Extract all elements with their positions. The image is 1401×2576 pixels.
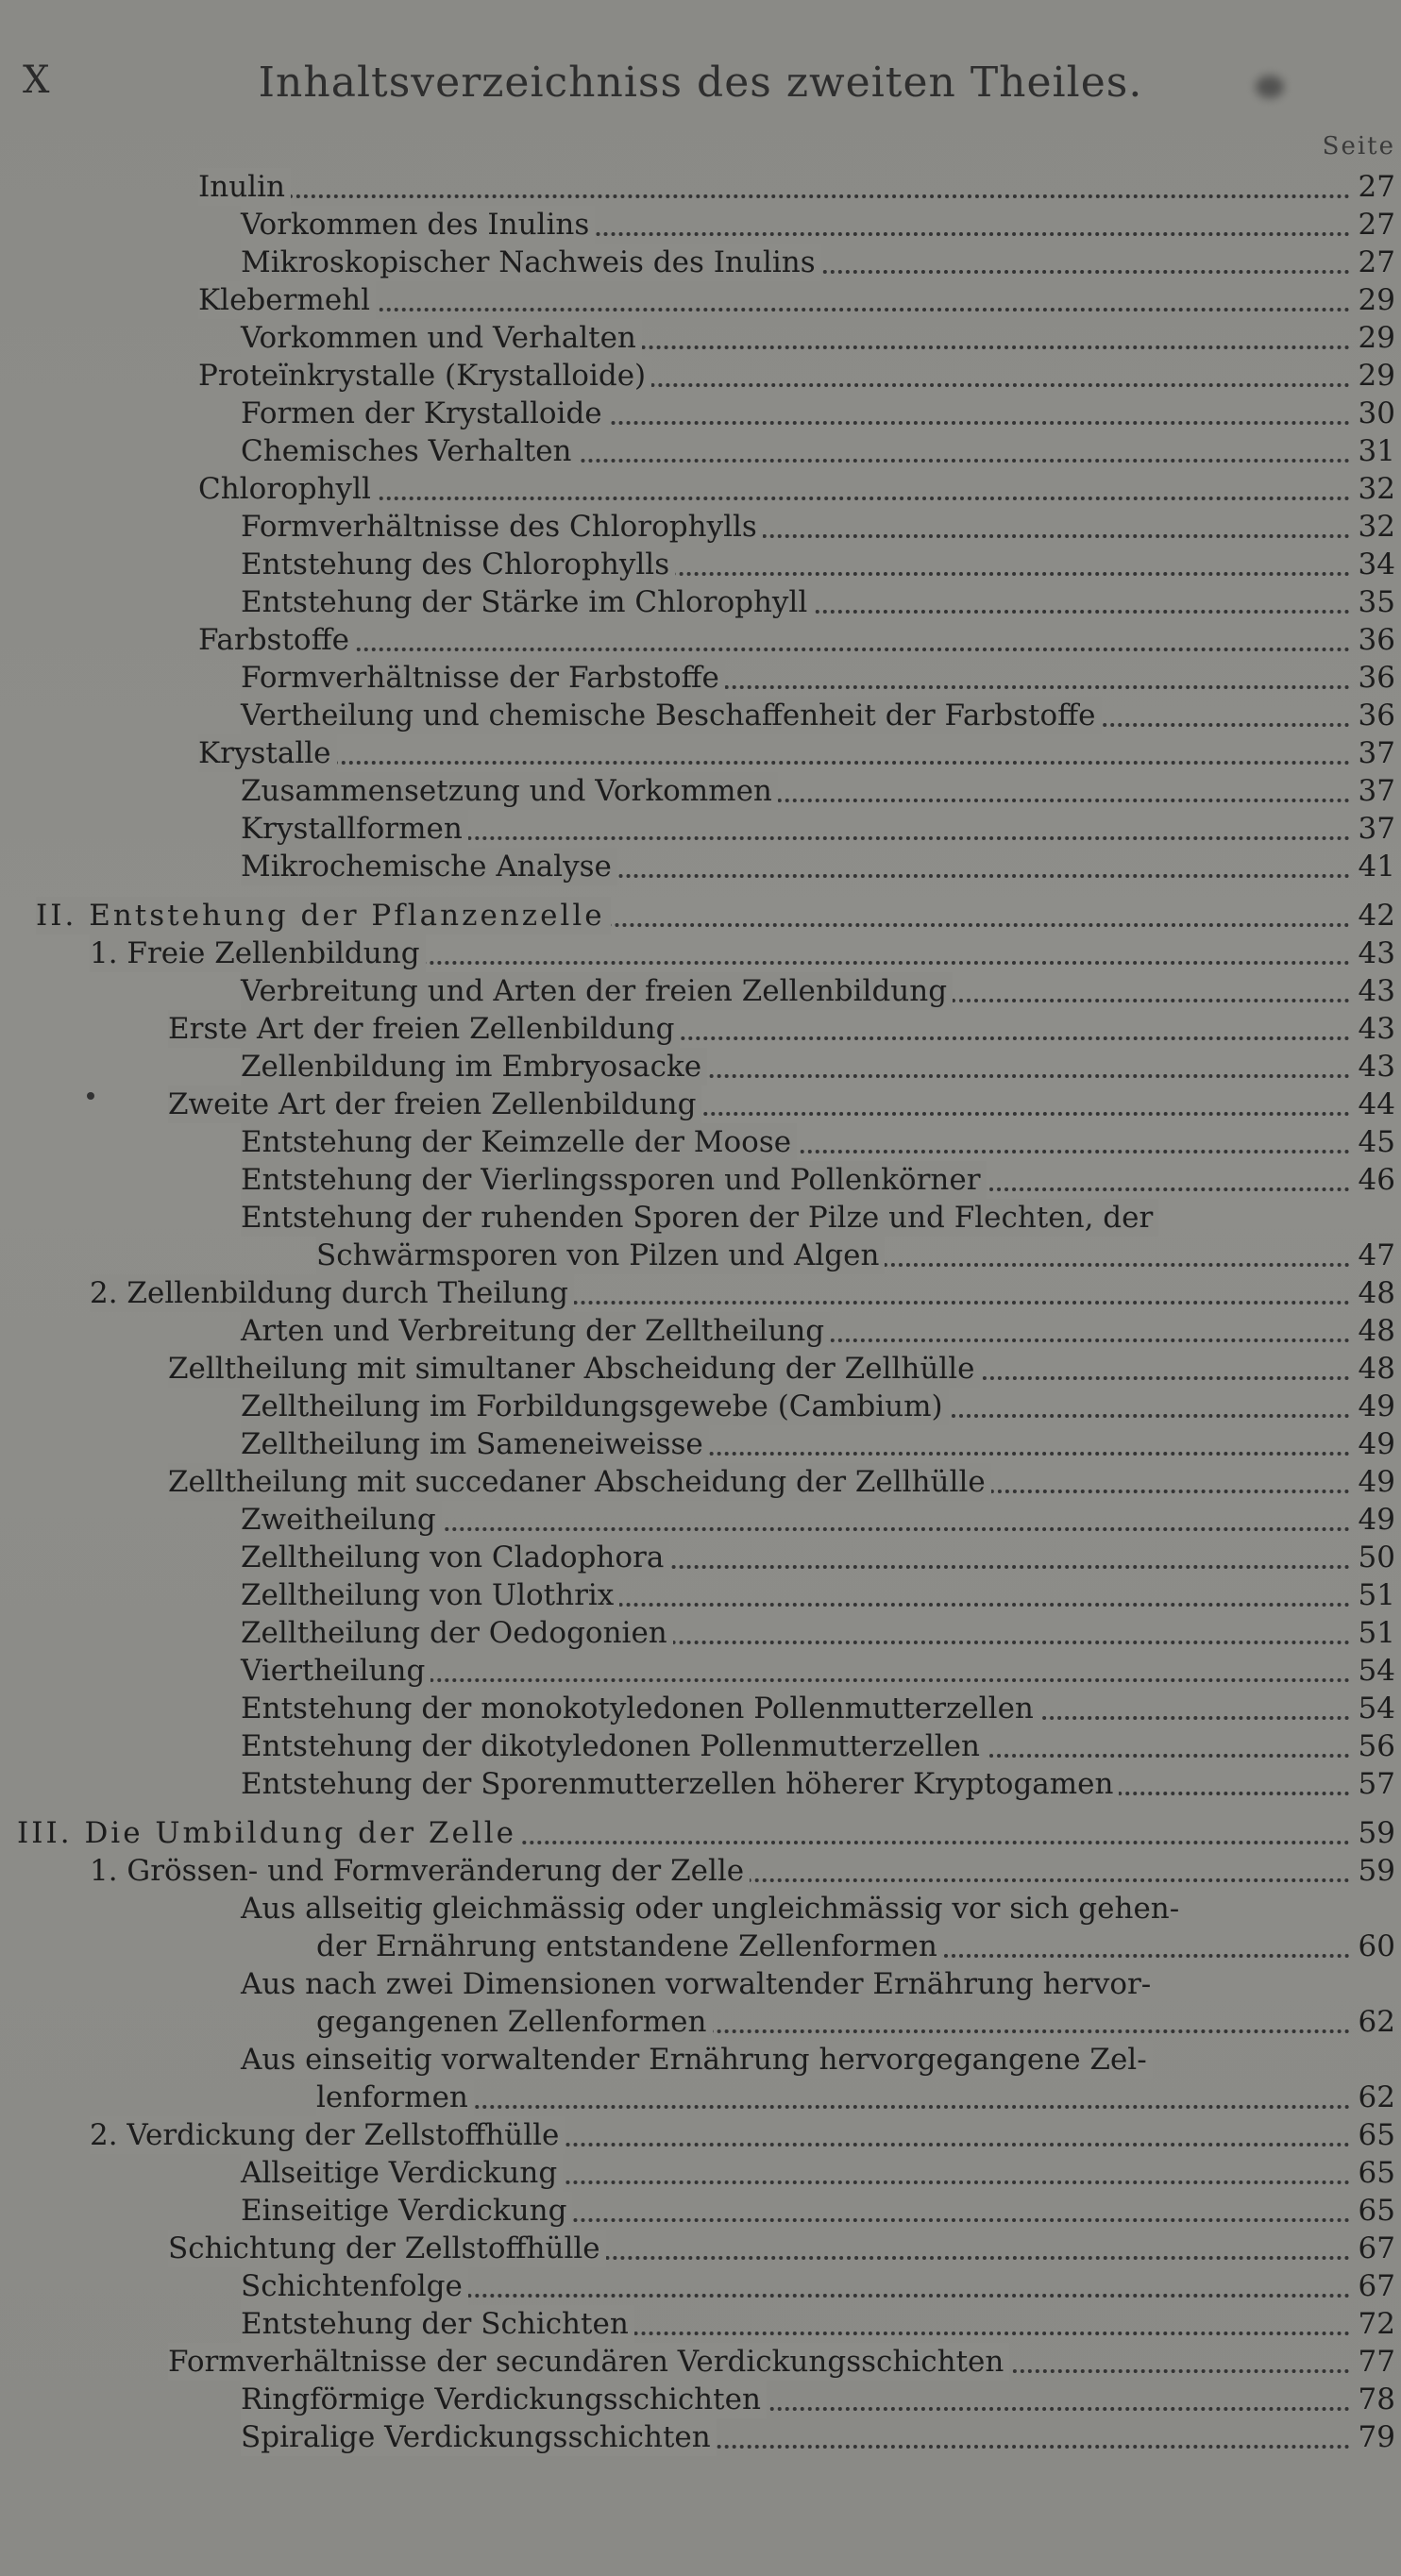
toc-entry-title: Krystallformen — [241, 810, 468, 848]
toc-page-number: 49 — [1358, 1389, 1395, 1423]
toc-entry-title: Entstehung der Keimzelle der Moose — [241, 1123, 797, 1161]
toc-page-number: 27 — [1358, 170, 1395, 204]
toc-page-number: 60 — [1358, 1929, 1395, 1963]
toc-entry-title: Aus einseitig vorwaltender Ernährung hervorgegangene Zel- — [241, 2041, 1153, 2079]
toc-page-number: 65 — [1358, 2156, 1395, 2190]
toc-entry-title: Zusammensetzung und Vorkommen — [241, 772, 778, 810]
toc-page-number: 67 — [1358, 2269, 1395, 2303]
page-header — [0, 59, 1401, 125]
toc-entry-title: Einseitige Verdickung — [241, 2192, 572, 2230]
toc-page-number: 32 — [1358, 472, 1395, 506]
toc-page-number: 30 — [1358, 396, 1395, 430]
toc-entry-title: 2. Verdickung der Zellstoffhülle — [90, 2116, 565, 2154]
toc-entry-title: 1. Grössen- und Formveränderung der Zelle — [90, 1852, 750, 1890]
leader-dots — [198, 610, 1350, 651]
toc-entry-title: Erste Art der freien Zellenbildung — [168, 1010, 680, 1048]
toc-page-number: 51 — [1358, 1616, 1395, 1650]
toc-entry-title: Proteïnkrystalle (Krystalloide) — [198, 357, 651, 395]
toc-entry-title: Chemisches Verhalten — [241, 432, 578, 470]
toc-page-number: 46 — [1358, 1163, 1395, 1197]
toc-page-number: 62 — [1358, 2080, 1395, 2114]
toc-page-number: 65 — [1358, 2194, 1395, 2228]
toc-entry-title: Zelltheilung im Forbildungsgewebe (Cambium) — [241, 1388, 949, 1425]
toc-entry-title: Mikrochemische Analyse — [241, 848, 617, 885]
toc-entry-title: Zweite Art der freien Zellenbildung — [168, 1086, 701, 1123]
toc-entry-title: Allseitige Verdickung — [241, 2154, 563, 2192]
toc-page-number: 49 — [1358, 1503, 1395, 1537]
toc-page-number: 72 — [1358, 2307, 1395, 2341]
toc-entry-title: Entstehung der Vierlingssporen und Pollenkörner — [241, 1161, 987, 1199]
toc-page-number: 36 — [1358, 661, 1395, 695]
toc-entry-title: Zellenbildung im Embryosacke — [241, 1048, 707, 1086]
toc-entry-title: Spiralige Verdickungsschichten — [241, 2418, 717, 2456]
toc-entry-continuation: Schwärmsporen von Pilzen und Algen — [316, 1237, 885, 1274]
toc-page-number: 29 — [1358, 359, 1395, 393]
toc-page-number: 48 — [1358, 1314, 1395, 1348]
toc-page-number: 54 — [1358, 1654, 1395, 1688]
toc-entry-title: Ringförmige Verdickungsschichten — [241, 2381, 767, 2418]
toc-entry-title: Arten und Verbreitung der Zelltheilung — [241, 1312, 830, 1350]
toc-entry-title: Schichtenfolge — [241, 2267, 468, 2305]
toc-entry-title: Zelltheilung im Sameneiweisse — [241, 1425, 709, 1463]
toc-page-number: 50 — [1358, 1541, 1395, 1574]
toc-entry-title: Entstehung des Chlorophylls — [241, 546, 675, 583]
toc-page-number: 79 — [1358, 2420, 1395, 2454]
toc-entry-title: Formen der Krystalloide — [241, 395, 608, 432]
toc-page-number: 47 — [1358, 1238, 1395, 1272]
toc-entry-title: Zelltheilung von Ulothrix — [241, 1576, 619, 1614]
toc-page-number: 29 — [1358, 283, 1395, 317]
toc-page-number: 37 — [1358, 774, 1395, 808]
toc-page-number: 35 — [1358, 585, 1395, 619]
seite-label: Seite — [1322, 132, 1395, 160]
toc-page-number: 27 — [1358, 245, 1395, 279]
toc-page-number: 37 — [1358, 812, 1395, 846]
toc-entry-title: Zweitheilung — [241, 1501, 442, 1539]
toc-entry — [0, 1765, 1401, 1803]
toc-page-number: 36 — [1358, 699, 1395, 732]
page-number: X — [23, 59, 52, 102]
toc-entry-title: 2. Zellenbildung durch Theilung — [90, 1274, 574, 1312]
toc-page-number: 56 — [1358, 1729, 1395, 1763]
toc-entry-title: Entstehung der Stärke im Chlorophyll — [241, 583, 813, 621]
toc-entry-title: Aus nach zwei Dimensionen vorwaltender Ernährung hervor- — [241, 1965, 1156, 2003]
toc-page-number: 43 — [1358, 1050, 1395, 1084]
toc-page-number: 54 — [1358, 1692, 1395, 1726]
toc-page-number: 62 — [1358, 2005, 1395, 2039]
toc-entry-title: Aus allseitig gleichmässig oder ungleichmässig vor sich gehen- — [241, 1890, 1185, 1928]
toc-entry — [0, 848, 1401, 885]
toc-entry-continuation: lenformen — [316, 2079, 474, 2116]
toc-entry-title: 1. Freie Zellenbildung — [90, 934, 426, 972]
toc-page-number: 37 — [1358, 736, 1395, 770]
toc-page-number: 57 — [1358, 1767, 1395, 1801]
toc-entry — [0, 1161, 1401, 1199]
toc-entry-title: III. Die Umbildung der Zelle — [17, 1814, 522, 1852]
toc-entry-title: Zelltheilung der Oedogonien — [241, 1614, 673, 1652]
toc-page-number: 42 — [1358, 899, 1395, 933]
toc-page-number: 59 — [1358, 1816, 1395, 1850]
toc-page-number: 45 — [1358, 1125, 1395, 1159]
toc-entry-title: Vorkommen und Verhalten — [241, 319, 642, 357]
toc-entry-title: Viertheilung — [241, 1652, 430, 1690]
toc-entry — [0, 2418, 1401, 2456]
toc-page-number: 48 — [1358, 1276, 1395, 1310]
toc-page-number: 78 — [1358, 2382, 1395, 2416]
toc-page-number: 32 — [1358, 510, 1395, 544]
stray-mark — [87, 1092, 94, 1100]
toc-page-number: 41 — [1358, 850, 1395, 884]
toc-page-number: 49 — [1358, 1427, 1395, 1461]
toc-entry — [0, 1852, 1401, 1890]
toc-page-number: 43 — [1358, 974, 1395, 1008]
toc-entry-title: Vertheilung und chemische Beschaffenheit der Farbstoffe — [241, 697, 1102, 734]
toc-page-number: 51 — [1358, 1578, 1395, 1612]
toc-entry-title: Klebermehl — [198, 281, 376, 319]
toc-page-number: 34 — [1358, 547, 1395, 581]
leader-dots — [198, 157, 1350, 198]
toc-entry-continuation: der Ernährung entstandene Zellenformen — [316, 1928, 943, 1965]
toc-entry-title: II. Entstehung der Pflanzenzelle — [36, 897, 611, 934]
leader-dots — [198, 723, 1350, 765]
toc-entry-title: Formverhältnisse der secundären Verdickungsschichten — [168, 2343, 1009, 2381]
toc-entry-title: Zelltheilung von Cladophora — [241, 1539, 669, 1576]
page-title: Inhaltsverzeichniss des zweiten Theiles. — [258, 59, 1143, 107]
toc-page-number: 59 — [1358, 1854, 1395, 1888]
toc-page-number: 67 — [1358, 2231, 1395, 2265]
toc-entry-title: Formverhältnisse der Farbstoffe — [241, 659, 725, 697]
toc-entry-title: Entstehung der Sporenmutterzellen höherer Kryptogamen — [241, 1765, 1119, 1803]
toc-page-number: 27 — [1358, 208, 1395, 242]
toc-page-number: 43 — [1358, 936, 1395, 970]
toc-page-number: 43 — [1358, 1012, 1395, 1046]
toc-page-number: 36 — [1358, 623, 1395, 657]
toc-page-number: 44 — [1358, 1087, 1395, 1121]
toc-entry — [0, 1890, 1401, 1965]
toc-entry-title: Zelltheilung mit succedaner Abscheidung der Zellhülle — [168, 1463, 991, 1501]
toc-page-number: 29 — [1358, 321, 1395, 355]
toc-entry-title: Vorkommen des Inulins — [241, 206, 595, 244]
toc-entry-title: Entstehung der monokotyledonen Pollenmutterzellen — [241, 1690, 1039, 1727]
toc-page-number: 49 — [1358, 1465, 1395, 1499]
toc-entry-continuation: gegangenen Zellenformen — [316, 2003, 713, 2041]
toc-entry-title: Formverhältnisse des Chlorophylls — [241, 508, 763, 546]
toc-page-number: 48 — [1358, 1352, 1395, 1386]
toc-entry-title: Farbstoffe — [198, 621, 355, 659]
toc-entry-title: Zelltheilung mit simultaner Abscheidung der Zellhülle — [168, 1350, 980, 1388]
toc-entry — [0, 1965, 1401, 2041]
toc-entry-title: Entstehung der dikotyledonen Pollenmutterzellen — [241, 1727, 986, 1765]
toc-page-number: 77 — [1358, 2345, 1395, 2379]
toc-entry-title: Schichtung der Zellstoffhülle — [168, 2230, 606, 2267]
toc-entry-title: Verbreitung und Arten der freien Zellenbildung — [241, 972, 953, 1010]
toc-entry-title: Entstehung der ruhenden Sporen der Pilze und Flechten, der — [241, 1199, 1158, 1237]
toc-entry-title: Chlorophyll — [198, 470, 377, 508]
toc-entry-title: Entstehung der Schichten — [241, 2305, 634, 2343]
toc-entry-title: Krystalle — [198, 734, 337, 772]
toc-page-number: 65 — [1358, 2118, 1395, 2152]
toc-entry-title: Inulin — [198, 168, 291, 206]
toc-page-number: 31 — [1358, 434, 1395, 468]
ink-smudge — [1256, 76, 1284, 98]
toc-entry-title: Mikroskopischer Nachweis des Inulins — [241, 244, 821, 281]
